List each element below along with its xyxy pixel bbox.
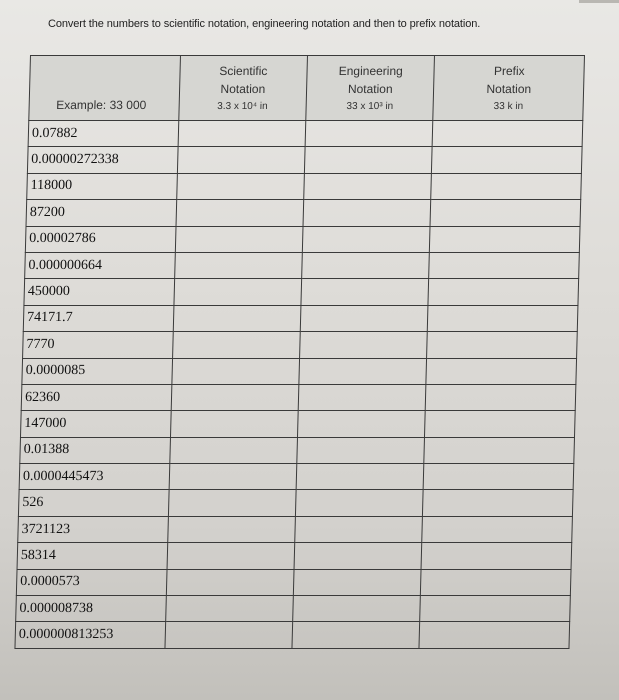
scientific-answer-cell[interactable] [176, 200, 304, 226]
number-cell: 0.00002786 [25, 226, 175, 252]
prefix-answer-cell[interactable] [428, 279, 578, 305]
table-row [25, 226, 580, 252]
table-row [21, 384, 576, 410]
scientific-answer-cell[interactable] [167, 543, 295, 569]
page-edge-mark [579, 0, 619, 3]
scientific-answer-cell[interactable] [172, 332, 300, 358]
scientific-answer-cell[interactable] [177, 147, 305, 173]
engineering-answer-cell[interactable] [304, 173, 432, 199]
table-row [26, 200, 581, 226]
header-engineering-line1: Engineering [338, 64, 403, 78]
engineering-answer-cell[interactable] [292, 622, 420, 648]
prefix-answer-cell[interactable] [429, 252, 579, 278]
prefix-answer-cell[interactable] [425, 411, 575, 437]
engineering-answer-cell[interactable] [293, 569, 421, 595]
engineering-answer-cell[interactable] [303, 200, 431, 226]
prefix-answer-cell[interactable] [420, 596, 570, 622]
prefix-answer-cell[interactable] [427, 332, 577, 358]
number-cell: 0.000000664 [25, 252, 175, 278]
scientific-answer-cell[interactable] [165, 596, 293, 622]
scientific-answer-cell[interactable] [171, 384, 299, 410]
prefix-answer-cell[interactable] [428, 305, 578, 331]
scientific-answer-cell[interactable] [167, 516, 295, 542]
example-label: Example: 33 000 [29, 56, 180, 121]
engineering-answer-cell[interactable] [295, 490, 423, 516]
table-row [24, 279, 579, 305]
prefix-answer-cell[interactable] [426, 384, 576, 410]
prefix-answer-cell[interactable] [426, 358, 576, 384]
number-cell: 7770 [23, 332, 173, 358]
engineering-answer-cell[interactable] [300, 305, 428, 331]
engineering-answer-cell[interactable] [298, 384, 426, 410]
table-row [27, 173, 582, 199]
header-prefix-line2: Notation [486, 82, 532, 96]
example-engineering: 33 x 10³ in [346, 101, 394, 112]
table-row [20, 411, 575, 437]
engineering-answer-cell[interactable] [294, 543, 422, 569]
prefix-answer-cell[interactable] [422, 516, 572, 542]
table-row [23, 305, 578, 331]
engineering-answer-cell[interactable] [297, 437, 425, 463]
header-scientific [178, 56, 307, 121]
header-prefix-line1: Prefix [493, 64, 525, 78]
table-row [17, 543, 572, 569]
engineering-answer-cell[interactable] [301, 279, 429, 305]
scientific-answer-cell[interactable] [173, 305, 301, 331]
number-cell: 0.0000573 [16, 569, 166, 595]
engineering-answer-cell[interactable] [302, 252, 430, 278]
engineering-answer-cell[interactable] [302, 226, 430, 252]
engineering-answer-cell[interactable] [305, 121, 433, 147]
scientific-answer-cell[interactable] [169, 464, 297, 490]
table-row [16, 569, 571, 595]
scientific-answer-cell[interactable] [174, 252, 302, 278]
table-row [25, 252, 580, 278]
engineering-answer-cell[interactable] [299, 358, 427, 384]
prefix-answer-cell[interactable] [431, 173, 581, 199]
scientific-answer-cell[interactable] [165, 622, 293, 648]
example-scientific: 3.3 x 10⁴ in [217, 101, 268, 112]
table-header-row [29, 56, 585, 121]
prefix-answer-cell[interactable] [419, 622, 569, 648]
header-engineering [306, 56, 435, 121]
number-cell: 0.000008738 [16, 596, 166, 622]
scientific-answer-cell[interactable] [166, 569, 294, 595]
engineering-answer-cell[interactable] [293, 596, 421, 622]
header-scientific-line1: Scientific [219, 64, 268, 78]
prefix-answer-cell[interactable] [424, 464, 574, 490]
engineering-answer-cell[interactable] [295, 516, 423, 542]
number-cell: 0.0000445473 [19, 464, 169, 490]
number-cell: 0.000000813253 [15, 622, 165, 648]
number-cell: 87200 [26, 200, 176, 226]
prefix-answer-cell[interactable] [423, 490, 573, 516]
instructions-text: Convert the numbers to scientific notation, engineering notation and then to prefix notation. [48, 18, 481, 30]
prefix-answer-cell[interactable] [432, 147, 582, 173]
example-prefix: 33 k in [493, 101, 524, 112]
number-cell: 147000 [20, 411, 170, 437]
number-cell: 74171.7 [23, 305, 173, 331]
prefix-answer-cell[interactable] [430, 200, 580, 226]
prefix-answer-cell[interactable] [424, 437, 574, 463]
prefix-answer-cell[interactable] [421, 543, 571, 569]
scientific-answer-cell[interactable] [174, 279, 302, 305]
table-row [23, 332, 578, 358]
table-row [16, 596, 571, 622]
number-cell: 118000 [27, 173, 177, 199]
table-row [28, 121, 583, 147]
scientific-answer-cell[interactable] [168, 490, 296, 516]
header-engineering-line2: Notation [347, 82, 393, 96]
table-row [27, 147, 582, 173]
header-prefix [433, 56, 584, 121]
number-cell: 0.07882 [28, 121, 178, 147]
number-cell: 450000 [24, 279, 174, 305]
scientific-answer-cell[interactable] [169, 437, 297, 463]
table-row [18, 490, 573, 516]
prefix-answer-cell[interactable] [421, 569, 571, 595]
number-cell: 58314 [17, 543, 167, 569]
table-row [20, 437, 575, 463]
scientific-answer-cell[interactable] [170, 411, 298, 437]
number-cell: 62360 [21, 384, 171, 410]
number-cell: 3721123 [18, 516, 168, 542]
table-row [15, 622, 570, 648]
number-cell: 526 [18, 490, 168, 516]
number-cell: 0.0000085 [22, 358, 172, 384]
engineering-answer-cell[interactable] [296, 464, 424, 490]
number-cell: 0.01388 [20, 437, 170, 463]
scientific-answer-cell[interactable] [171, 358, 299, 384]
table-row [18, 516, 573, 542]
table-row [19, 464, 574, 490]
header-scientific-line2: Notation [220, 82, 266, 96]
scientific-answer-cell[interactable] [176, 173, 304, 199]
table-row [22, 358, 577, 384]
engineering-answer-cell[interactable] [300, 332, 428, 358]
number-cell: 0.00000272338 [27, 147, 177, 173]
scientific-answer-cell[interactable] [175, 226, 303, 252]
scientific-answer-cell[interactable] [178, 121, 306, 147]
engineering-answer-cell[interactable] [297, 411, 425, 437]
prefix-answer-cell[interactable] [430, 226, 580, 252]
conversion-table [14, 55, 585, 649]
engineering-answer-cell[interactable] [304, 147, 432, 173]
prefix-answer-cell[interactable] [432, 121, 582, 147]
